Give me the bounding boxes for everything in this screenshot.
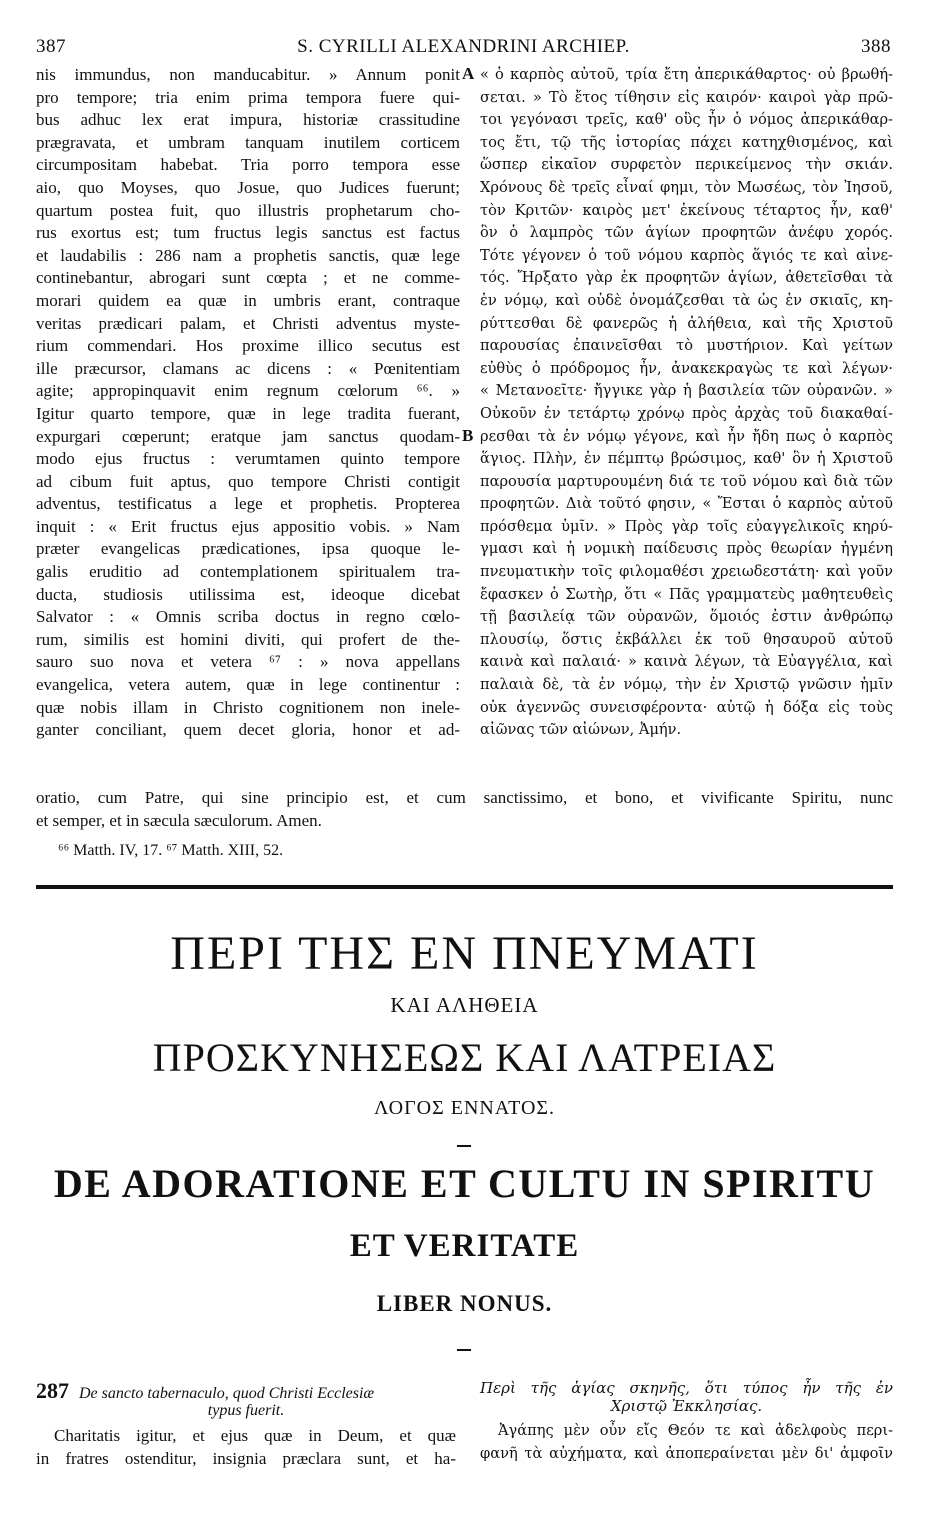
latin-text-line: expurgari cœperunt; eratque jam sanctus quodam- [36,426,460,446]
greek-text-line: πρόσθεμα ὑμῖν. » Πρὸς γὰρ τοῖς εὐαγγελικοῖς κηρύ- [480,517,893,535]
running-header [36,36,891,62]
latin-text-line: continebantur, abrogari sunt cœpta ; et ne comme- [36,268,460,288]
latin-text-line: circumpositam habebat. Tria porro tempora esse [36,155,460,175]
greek-text-line: εὐθὺς ὁ πρόδρομος ἦν, ἀνακεκραγὼς τε καὶ λέγων· [480,359,893,377]
greek-text-line: ρεσθαι τὰ ἐν νόμῳ γέγονε, καὶ ἦν ἤδη πως ὁ καρπὸς [480,427,893,445]
latin-text-line: sauro suo nova et vetera ⁶⁷ : » nova appellans [36,652,460,672]
latin-text-line: ille præcursor, clamans ac dicens : « Pœnitentiam [36,358,460,378]
latin-text-line: pro tempore; tria enim prima tempora fuere qui- [36,87,460,107]
greek-text-line: παρουσία μαρτυρουμένη διά τε τοῦ νόμου καὶ διὰ τῶν [480,472,893,490]
greek-text-line: παρουσίας ἐπαινεῖσθαι τὸ μυστήριον. Καὶ γείτων [480,337,893,355]
page-number-left: 387 [36,36,66,57]
closing-line: et semper, et in sæcula sæculorum. Amen. [36,810,322,830]
latin-text-line: aio, quo Moyses, quo Josue, quo Judices fuerunt; [36,177,460,197]
greek-text-line: πλουσίῳ, ὅστις ἐκβάλλει ἐκ τοῦ θησαυροῦ αὐτοῦ [480,630,893,648]
greek-text-line: οὐκ ἀγεννῶς συνεισφέροντα· αὐτῷ ἡ δόξα εἰς τοὺς [480,698,893,716]
latin-section-line: in fratres ostenditur, insignia præclara sunt, et ha- [36,1449,456,1468]
greek-title-line-2: ΚΑΙ ΑΛΗΘΕΙΑ [390,993,539,1017]
latin-text-line: quæ nobis illam in Christo cognitionem non inele- [36,697,460,717]
latin-text-line: agite; appropinquavit enim regnum cœlorum ⁶⁶. » [36,381,460,401]
latin-text-line: morari quidem ea quæ in umbris erant, contraque [36,290,460,310]
greek-text-line: ρύττεσθαι δὲ φανερῶς ἡ ἀλήθεια, καὶ τῆς Χριστοῦ [480,314,893,332]
latin-text-line: Salvator : « Omnis scriba doctus in regno cœlo- [36,607,460,627]
greek-section-line: Ἀγάπης μὲν οὖν εἴς Θεόν τε καὶ ἀδελφοὺς περι- [498,1422,893,1439]
greek-text-line: πνευματικὴν τοῖς φιλομαθέσι χρειωδεστάτη· καὶ γοῦν [480,563,893,581]
greek-text-line: γμασι καὶ ἡ νομικὴ παίδευσις πρὸς θεωρίαν ἠγμένη [480,540,893,558]
column-marker-a: A [462,64,475,83]
title-dash [457,1145,471,1147]
greek-book-number: ΛΟΓΟΣ ΕΝΝΑΤΟΣ. [373,1097,556,1119]
greek-section [480,1379,893,1465]
greek-title-line-1: ΠΕΡΙ ΤΗΣ ΕΝ ΠΝΕΥΜΑΤΙ [170,927,759,980]
latin-text-line: adventus, testificatus a lege et prophetis. Propterea [36,494,460,514]
latin-book-number: LIBER NONUS. [376,1291,553,1316]
greek-section-heading-cont: Χριστῷ Ἐκκλησίας. [610,1397,763,1415]
latin-text-line: inquit : « Erit fructus ejus appositio vobis. » Nam [36,516,460,536]
page-number-right: 388 [861,36,891,57]
greek-text-line: τος ἔτι, τῷ τῆς ἱστορίας πάχει κατηχθισμένος, καὶ [480,133,893,151]
latin-text-line: et laudabilis : 286 nam a prophetis sanctis, quæ lege [36,245,460,265]
greek-text-line: « ὁ καρπὸς αὐτοῦ, τρία ἔτη ἀπερικάθαρτος· οὐ βρωθή- [480,66,893,83]
latin-section-heading-cont: typus fuerit. [207,1402,285,1419]
closing-lines [36,787,893,832]
latin-text-line: rium commendari. Hos proxime illico secutus est [36,336,460,356]
latin-text-line: rum, similis est homini diviti, qui profert de the- [36,629,460,649]
greek-text-line: σεται. » Τὸ ἔτος τίθησιν εἰς καιρόν· καιροὶ γὰρ πρῶ- [480,88,893,106]
latin-text-line: ducta, studiosis utilissima est, ideoque dicebat [36,584,460,604]
greek-text-line: τοι γεγόνασι τρεῖς, καθ' οὓς ἦν ὁ νόμος ἀπερικάθαρ- [480,111,893,129]
greek-text-line: Οὐκοῦν ἐν τετάρτῳ χρόνῳ πρὸς ἀρχὰς τοῦ διακαθαί- [480,404,893,422]
greek-text-line: ἔφασκεν ὁ Σωτὴρ, ὅτι « Πᾶς γραμματεὺς μαθητευθεὶς [480,585,893,603]
column-marker-b: B [462,426,474,445]
title-dash [457,1349,471,1351]
latin-text-line: Igitur quarto tempore, quæ in lege tradita fuerant, [36,403,460,423]
latin-text-line: prægravata, et umbram tanquam inutilem corticem [36,132,460,152]
greek-text-line: τός. Ἤρξατο γὰρ ἐκ προφητῶν ἁγίων, ἀθετεῖσθαι τὰ [480,269,893,287]
greek-column [480,64,893,742]
latin-text-line: ad cibum fuit aptus, quo tempore Christi contigit [36,471,460,491]
latin-text-line: galis eruditio ad contemplationem spiritualem tra- [36,562,460,582]
greek-text-line: καινὰ καὶ παλαιά· » καινὰ λέγων, τὰ Εὐαγγέλια, καὶ [480,653,893,671]
greek-text-line: ἅγιος. Πλὴν, ἐν πέμπτῳ βρώσιμος, καθ' ὃν ἡ Χριστοῦ [480,450,893,468]
latin-text-line: præter evangelicas prædicationes, ipsa quoque le- [36,539,460,559]
greek-text-line: ὥσπερ εἰκαῖον συρφετὸν περικείμενος τὴν σκιάν. [480,156,893,174]
latin-section-heading: De sancto tabernaculo, quod Christi Ecclesiæ [79,1385,375,1402]
greek-section-line: φανῆ τὰ αὐχήματα, καὶ ἀποπεραίνεται μὲν δι' ἀμφοῖν [480,1445,893,1462]
greek-text-line: « Μετανοεῖτε· ἤγγικε γὰρ ἡ βασιλεία τῶν οὐρανῶν. » [480,382,893,400]
closing-line: oratio, cum Patre, qui sine principio est, et cum sanctissimo, et bono, et vivificante Spiritu, nunc [36,788,893,807]
greek-title-line-3: ΠΡΟΣΚΥΝΗΣΕΩΣ ΚΑΙ ΛΑΤΡΕΙΑΣ [152,1035,777,1080]
section-number: 287 [36,1378,69,1403]
greek-text-line: ἐν νόμῳ, καὶ οὐδὲ ὀνομάζεσθαι τὰ ὡς ἐν σκιαῖς, κη- [480,291,893,309]
latin-title-line-1: DE ADORATIONE ET CULTU IN SPIRITU [53,1161,876,1206]
latin-column [36,64,460,742]
latin-text-line: quartum postea fuit, quo illustris prophetarum cho- [36,200,460,220]
greek-text-line: Τότε γέγονεν ὁ τοῦ νόμου καρπὸς ἅγιός τε καὶ αἰνε- [480,246,893,264]
greek-text-line: αἰῶνας τῶν αἰώνων, Ἀμήν. [480,721,682,739]
latin-text-line: evangelica, vetera autem, quæ in lege continentur : [36,675,460,695]
latin-section-line: Charitatis igitur, et ejus quæ in Deum, et quæ [54,1426,456,1445]
running-title: S. CYRILLI ALEXANDRINI ARCHIEP. [297,36,630,57]
latin-text-line: rus exortus est; tum fructus legis sanctus est factus [36,223,460,243]
latin-text-line: bus adhuc lex erat impura, historiæ crassitudine [36,110,460,130]
greek-section-heading: Περὶ τῆς ἁγίας σκηνῆς, ὅτι τύπος ἦν τῆς ἐν [480,1379,893,1397]
greek-text-line: ὃν ὁ λαμπρὸς τῶν ἁγίων προφητῶν ἀνέφυ χορός. [480,224,893,242]
latin-text-line: modo ejus fructus : verumtamen quinto tempore [36,449,460,469]
latin-title-line-2: ET VERITATE [349,1228,580,1264]
latin-section [36,1378,456,1470]
footnotes: ⁶⁶ Matth. IV, 17. ⁶⁷ Matth. XIII, 52. [58,842,284,859]
section-divider-rule [36,885,893,889]
greek-text-line: παλαιὰ δὲ, τὰ ἐν νόμῳ, τὴν ἐν Χριστῷ γνῶσιν ἡμῖν [480,676,893,694]
greek-text-line: τῇ βασιλείᾳ τῶν οὐρανῶν, ὅμοιός ἐστιν ἀνθρώπῳ [480,608,893,626]
greek-text-line: Χρόνους δὲ τρεῖς εἶναί φημι, τὸν Μωσέως, τὸν Ἰησοῦ, [480,178,893,196]
greek-text-line: τὸν Κριτῶν· καιρὸς μετ' ἐκείνους τέταρτος ἦν, καθ' [480,201,893,219]
latin-text-line: ganter conciliant, quem decet gloria, honor et ad- [36,720,460,740]
latin-text-line: veritas prædicari palam, et Christi adventus myste- [36,313,460,333]
latin-text-line: nis immundus, non manducabitur. » Annum ponit [36,65,460,84]
greek-text-line: προφητῶν. Διὰ τοῦτό φησιν, « Ἔσται ὁ καρπὸς αὐτοῦ [480,495,893,513]
